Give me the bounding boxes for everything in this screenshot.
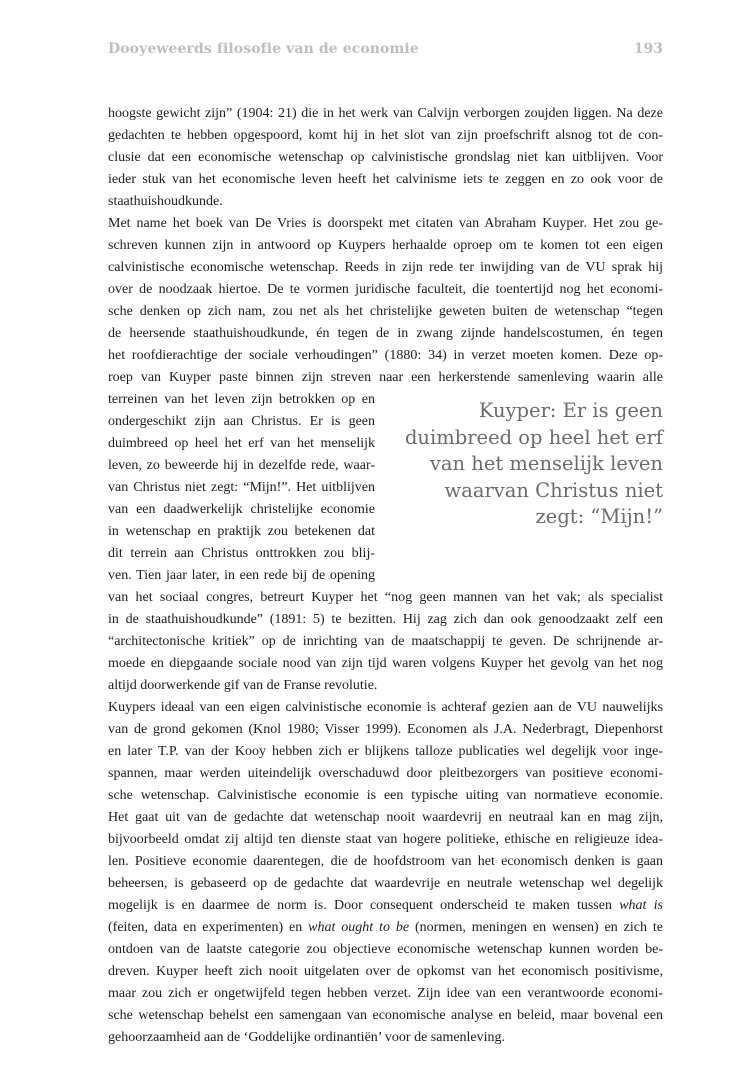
text-line: de heersende staathuishoudkunde, én tegen de in zwang zijnde handelscostumen, én tegen bbox=[108, 326, 663, 341]
text-line: het roofdierachtige der sociale verhoudingen” (1880: 34) in verzet moeten komen. Deze op- bbox=[108, 348, 663, 363]
text-line: bijvoorbeeld omdat zij altijd ten dienste staat van hogere politieke, ethische en religieuze idea- bbox=[108, 832, 663, 847]
text-line: sche wetenschap behelst een samengaan van economische analyse en beleid, maar bovenal een bbox=[108, 1008, 663, 1023]
text-line: sche wetenschap. Calvinistische economie is een typische uiting van normatieve economie. bbox=[108, 788, 663, 803]
page-number: 193 bbox=[633, 41, 663, 57]
text-line bbox=[108, 895, 663, 917]
text-line: dreven. Kuyper heeft zich nooit uitgelaten over de opkomst van het economisch positivisme, bbox=[108, 964, 663, 979]
text-line: hoogste gewicht zijn” (1904: 21) die in het werk van Calvijn verborgen zoujden liggen. Na deze bbox=[108, 106, 663, 121]
running-head-title: Dooyeweerds filosofie van de economie bbox=[108, 41, 419, 57]
text-line: spannen, maar werden uiteindelijk overschaduwd door pleitbezorgers van positieve economi- bbox=[108, 766, 663, 781]
text-line: gehoorzaamheid aan de ‘Goddelijke ordinantiën’ voor de samenleving. bbox=[108, 1030, 506, 1045]
text-line: moede en diepgaande sociale nood van zijn tijd waren volgens Kuyper het gevolg van het nog bbox=[108, 656, 663, 671]
text-line: ontdoen van de laatste categorie zou objectieve economische wetenschap kunnen worden be- bbox=[108, 942, 663, 957]
text-line bbox=[108, 917, 663, 939]
pull-quote-line: waarvan Christus niet bbox=[444, 478, 663, 502]
text-line: over de noodzaak hiertoe. De te vormen juridische faculteit, die toentertijd nog het economi- bbox=[108, 282, 663, 297]
text-line: roep van Kuyper paste binnen zijn streven naar een herkerstende samenleving waarin alle bbox=[108, 370, 663, 385]
text-line: in wetenschap en praktijk zou betekenen dat bbox=[108, 524, 375, 539]
italic-term-what-is: what is bbox=[619, 898, 663, 913]
pull-quote-line: van het menselijk leven bbox=[429, 452, 663, 475]
pull-quote-line: duimbreed op heel het erf bbox=[404, 425, 663, 449]
text-line: terreinen van het leven zijn betrokken op en bbox=[108, 392, 375, 407]
text-line: ven. Tien jaar later, in een rede bij de opening bbox=[108, 568, 375, 583]
text-segment: mogelijk is en daarmee de norm is. Door consequent onderscheid te maken tussen bbox=[108, 898, 612, 913]
text-line: maar zou zich er ongetwijfeld tegen hebben verzet. Zijn idee van een verantwoorde economi- bbox=[108, 986, 663, 1001]
text-line: Kuypers ideaal van een eigen calvinistische economie is achteraf gezien aan de VU nauwelijks bbox=[108, 700, 663, 715]
text-line: en later T.P. van der Kooy hebben zich er blijkens talloze publicaties wel degelijk voor inge- bbox=[108, 744, 663, 759]
text-line: clusie dat een economische wetenschap op calvinistische grondslag niet kan uitblijven. Voor bbox=[108, 150, 663, 165]
text-line: in de staathuishoudkunde” (1891: 5) te bezitten. Hij zag zich dan ook genoodzaakt zelf een bbox=[108, 612, 663, 627]
text-line: ondergeschikt zijn aan Christus. Er is geen bbox=[108, 414, 375, 429]
text-line: staathuishoudkunde. bbox=[108, 194, 223, 209]
text-line: van een daadwerkelijk christelijke economie bbox=[108, 502, 375, 517]
text-line: len. Positieve economie daarentegen, die de hoofdstroom van het economisch denken is gaan bbox=[108, 854, 663, 869]
text-line: van het sociaal congres, betreurt Kuyper het “nog geen mannen van het vak; als specialist bbox=[108, 590, 663, 605]
text-line: leven, zo beweerde hij in dezelfde rede, waar- bbox=[108, 458, 375, 473]
running-head bbox=[108, 41, 663, 61]
text-line: calvinistische economische wetenschap. Reeds in zijn rede ter inwijding van de VU sprak hij bbox=[108, 260, 663, 275]
text-line: Het gaat uit van de gedachte dat wetenschap nooit waardevrij en neutraal kan en mag zijn, bbox=[108, 810, 663, 825]
text-segment: (normen, meningen en wensen) en zich te bbox=[409, 920, 663, 935]
italic-term-what-ought-to-be: what ought to be bbox=[308, 920, 410, 935]
pull-quote-line: zegt: “Mijn!” bbox=[535, 505, 663, 528]
text-line: beheersen, is gebaseerd op de gedachte dat waardevrije en neutrale wetenschap wel degelijk bbox=[108, 876, 663, 891]
text-line: Met name het boek van De Vries is doorspekt met citaten van Abraham Kuyper. Het zou ge- bbox=[108, 216, 663, 231]
text-line: ieder stuk van het economische leven heeft het calvinisme iets te zeggen en zo ook voor de bbox=[108, 172, 663, 187]
text-line: schreven kunnen zijn in antwoord op Kuypers herhaalde oproep om te komen tot een eigen bbox=[108, 238, 663, 253]
text-line: altijd doorwerkende gif van de Franse revolutie. bbox=[108, 678, 378, 693]
text-line: van de grond gekomen (Knol 1980; Visser 1999). Economen als J.A. Nederbragt, Diepenhorst bbox=[108, 722, 663, 737]
text-line: “architectonische kritiek” op de inrichting van de maatschappij te geven. De schrijnende ar- bbox=[108, 634, 663, 649]
text-line: sche denken op zich nam, zou net als het christelijke geweten buiten de wetenschap “tegen bbox=[108, 304, 663, 319]
pull-quote-line: Kuyper: Er is geen bbox=[478, 399, 663, 422]
text-segment: (feiten, data en experimenten) en bbox=[108, 920, 303, 935]
text-line: dit terrein aan Christus onttrokken zou blij- bbox=[108, 546, 375, 561]
pull-quote bbox=[390, 398, 663, 531]
text-line: duimbreed op heel het erf van het menselijk bbox=[108, 436, 375, 451]
text-line: van Christus niet zegt: “Mijn!”. Het uitblijven bbox=[108, 480, 375, 495]
text-line: gedachten te hebben opgespoord, komt hij in het slot van zijn proefschrift alsnog tot de con- bbox=[108, 128, 663, 143]
